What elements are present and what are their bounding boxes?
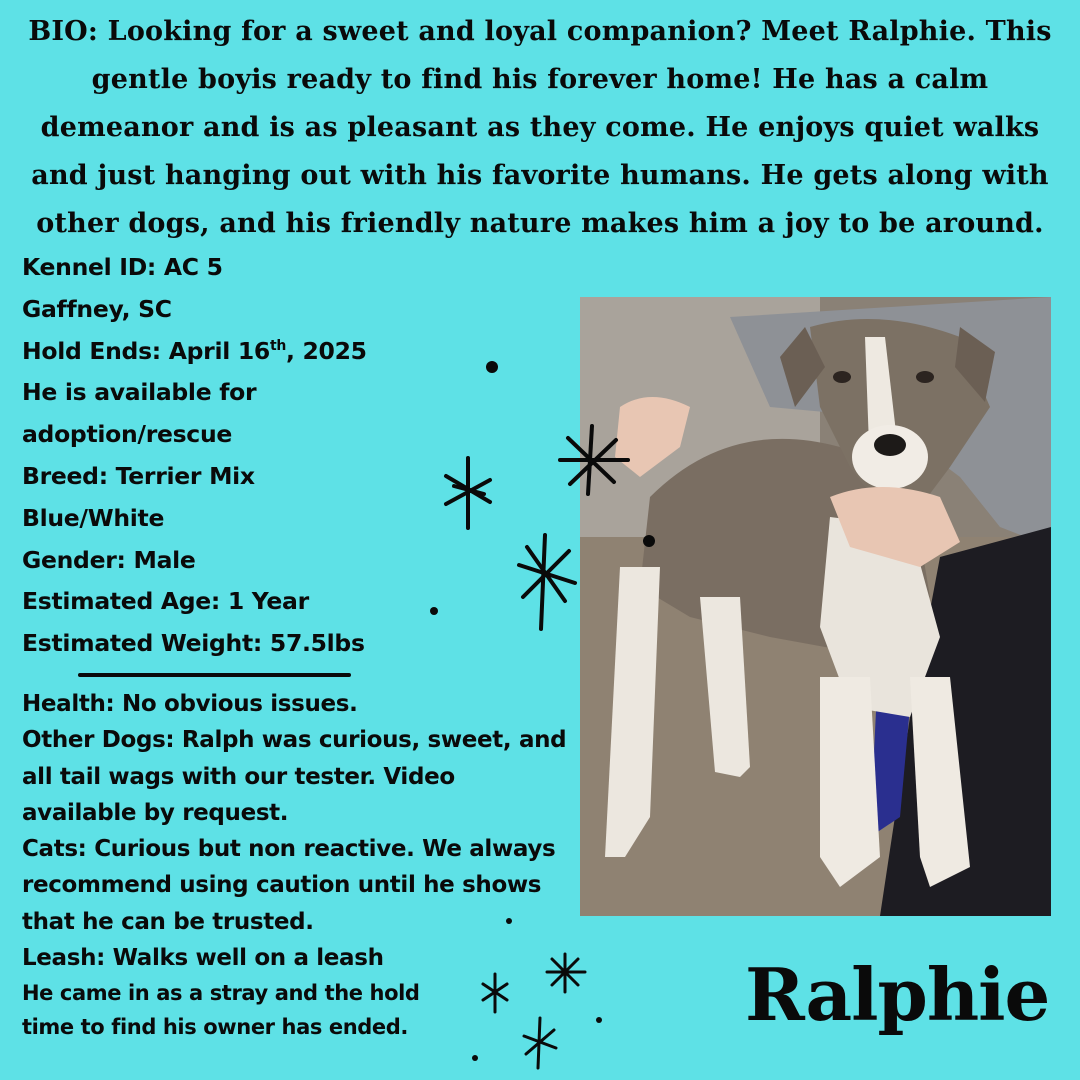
availability-line-2: adoption/rescue: [22, 420, 233, 449]
facts-list: [22, 247, 367, 665]
stray-line-2: time to find his owner has ended.: [22, 1015, 408, 1040]
breed: Breed: Terrier Mix: [22, 461, 255, 490]
dot-icon: [596, 1017, 602, 1023]
cats: Cats: Curious but non reactive. We always recommend using caution until he shows that he can be trusted.: [22, 836, 556, 935]
bio-text: BIO: Looking for a sweet and loyal companion? Meet Ralphie. This gentle boyis ready to find his forever home! He has a calm demeanor and is as pleasant as they come. He enjoys quiet walks and just hanging out with his favorite humans. He gets along with other dogs, and his friendly nature makes him a joy to be around.: [28, 16, 1052, 239]
stray-line-1: He came in as a stray and the hold: [22, 981, 420, 1006]
dog-photo: [580, 297, 1051, 916]
dot-icon: [472, 1055, 478, 1061]
dog-photo-icon: [580, 297, 1051, 916]
availability-line-1: He is available for: [22, 378, 257, 407]
pet-name: Ralphie: [745, 952, 1050, 1037]
hold-ends: Hold Ends: April 16th, 2025: [22, 336, 367, 365]
health: Health: No obvious issues.: [22, 691, 358, 717]
sparkle-icon: [446, 458, 490, 528]
dot-icon: [486, 361, 498, 373]
estimated-weight: Estimated Weight: 57.5lbs: [22, 629, 365, 658]
leash: Leash: Walks well on a leash: [22, 945, 384, 972]
color: Blue/White: [22, 503, 165, 532]
dot-icon: [430, 607, 438, 615]
sparkle-icon: [519, 535, 575, 629]
estimated-age: Estimated Age: 1 Year: [22, 587, 309, 616]
gender: Gender: Male: [22, 545, 196, 574]
other-dogs: Other Dogs: Ralph was curious, sweet, and all tail wags with our tester. Video available by request.: [22, 727, 567, 826]
kennel-id: Kennel ID: AC 5: [22, 253, 223, 281]
location: Gaffney, SC: [22, 294, 172, 323]
details-block: [22, 686, 572, 1044]
divider: [78, 673, 351, 677]
